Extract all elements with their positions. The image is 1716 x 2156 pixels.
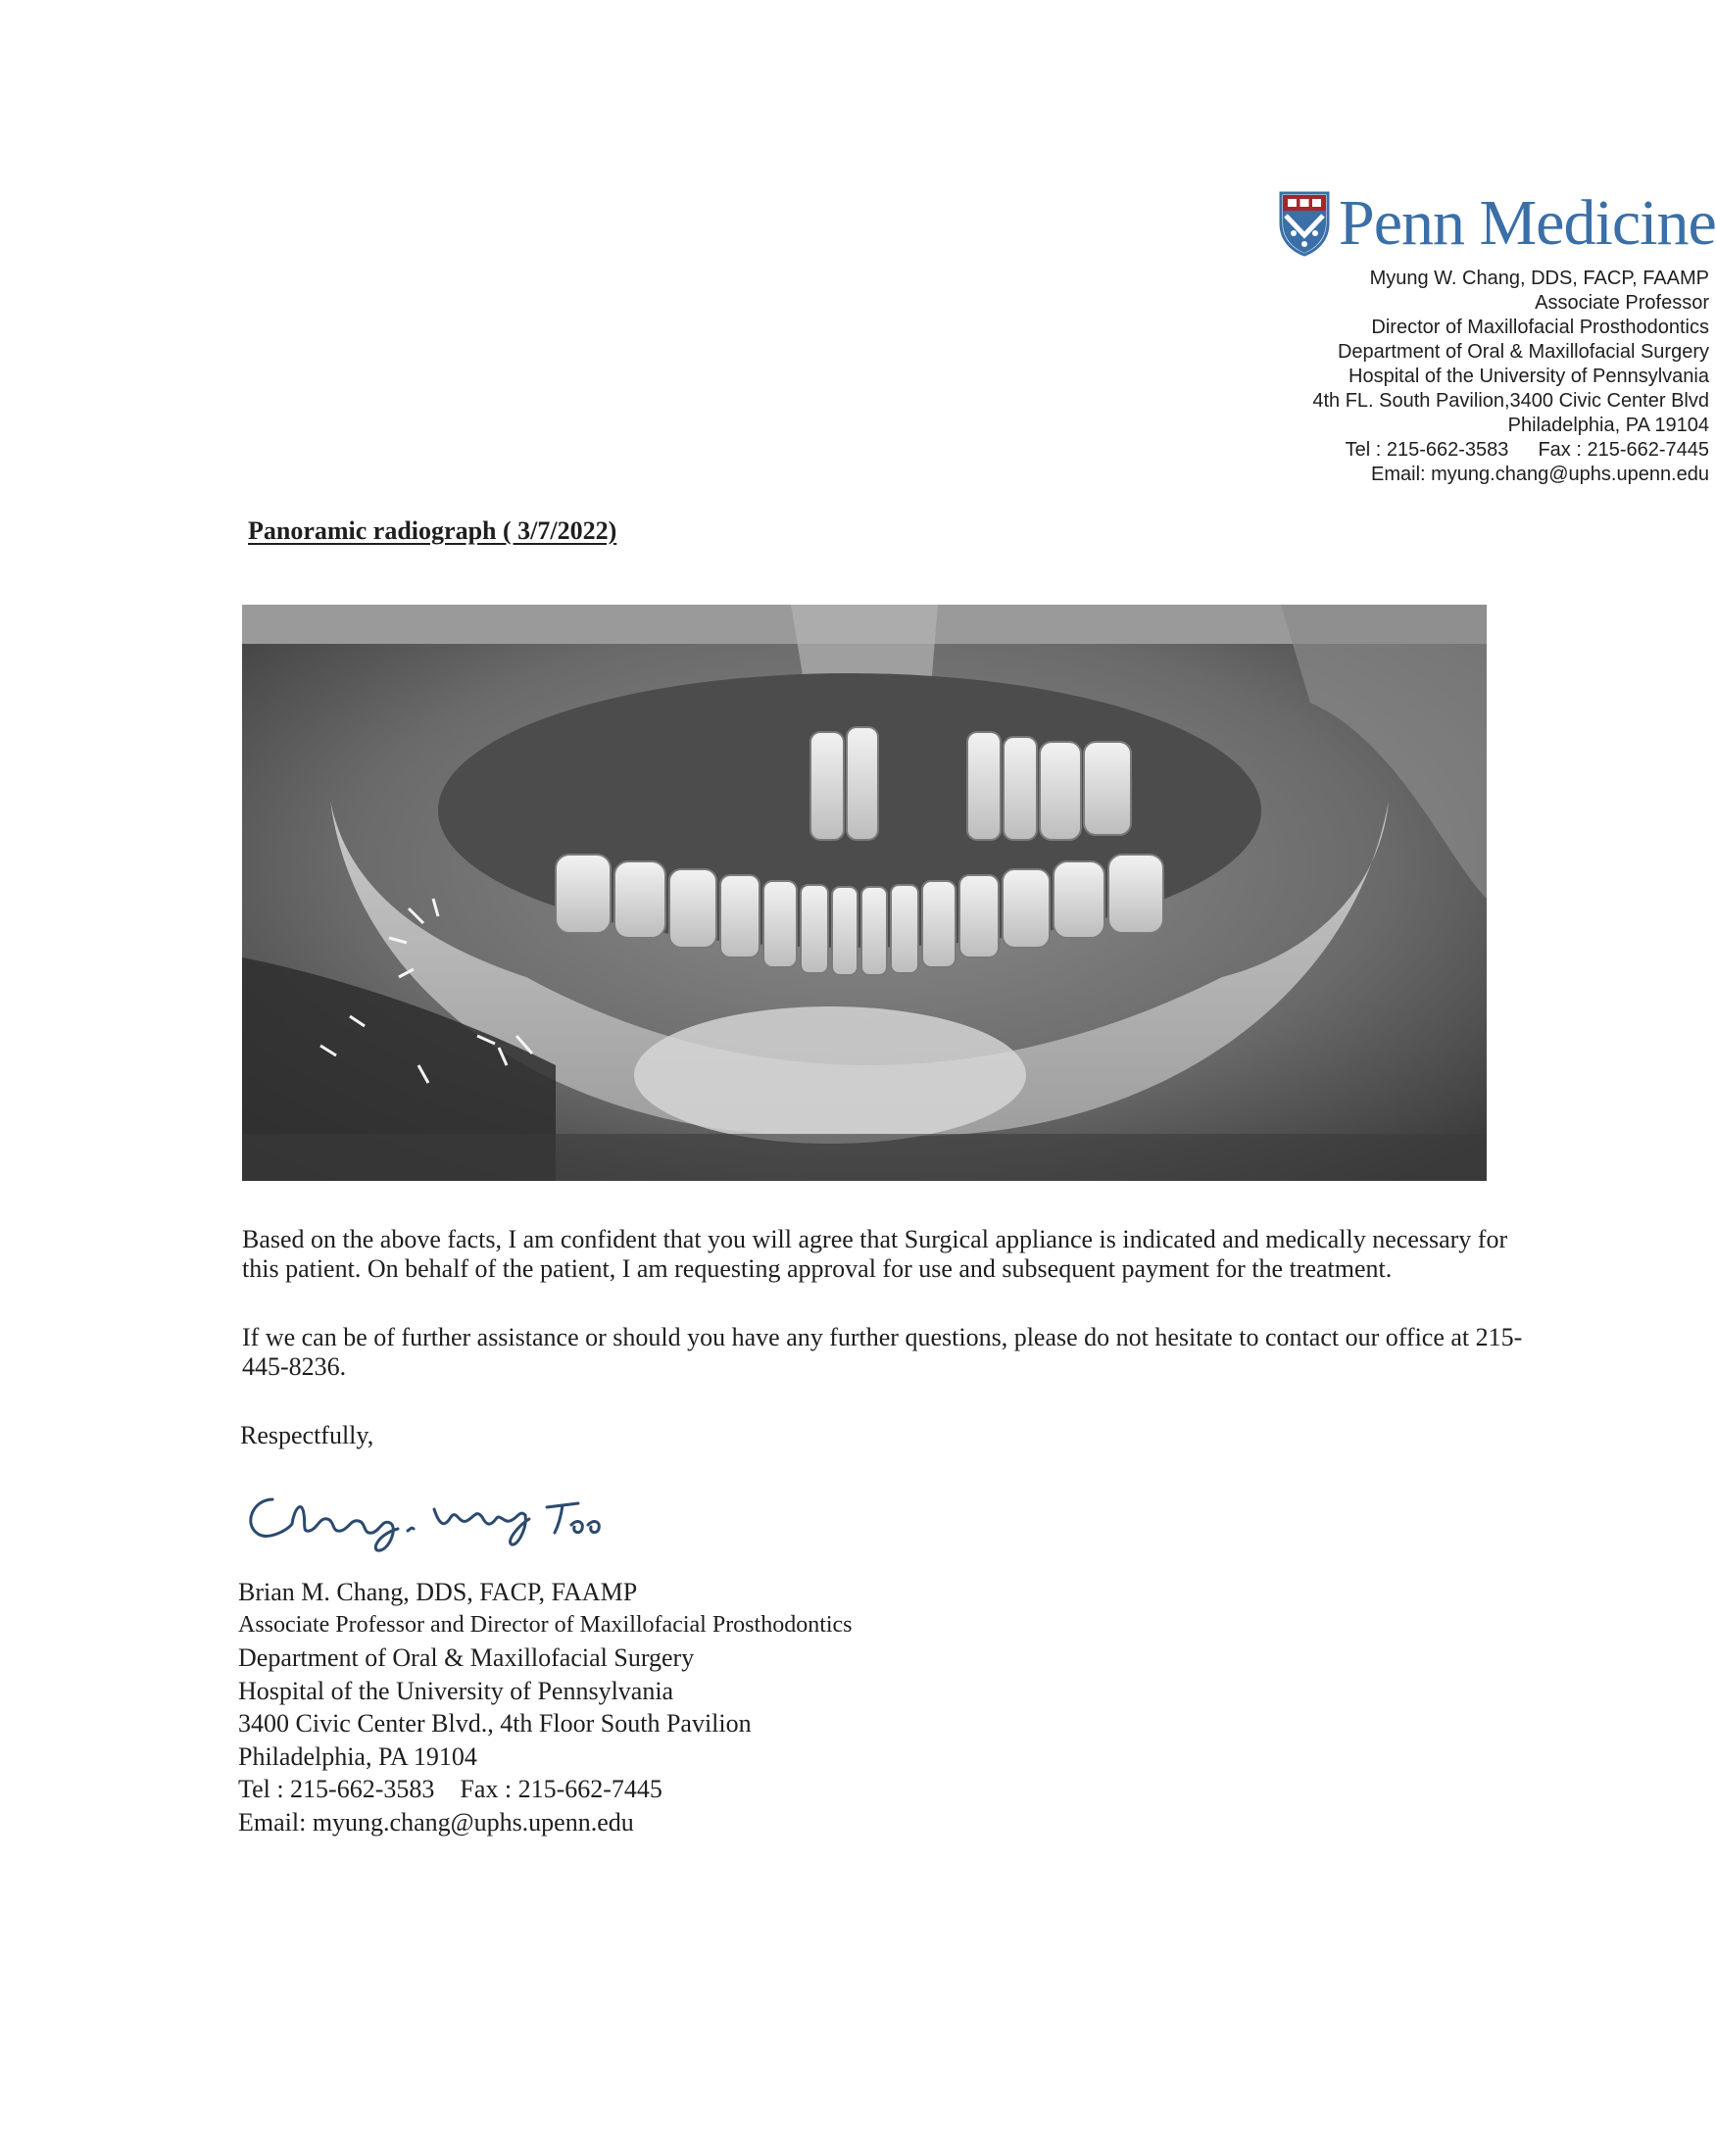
- handwritten-signature: [233, 1470, 645, 1558]
- panoramic-xray-image: [242, 605, 1487, 1181]
- signer-address: 3400 Civic Center Blvd., 4th Floor South Pavilion: [238, 1709, 752, 1738]
- closing: Respectfully,: [240, 1421, 374, 1449]
- letterhead-phone-fax: [1200, 438, 1709, 463]
- signer-department: Department of Oral & Maxillofacial Surgery: [238, 1643, 695, 1672]
- signature-block: [238, 1576, 853, 1838]
- section-heading: Panoramic radiograph ( 3/7/2022): [248, 516, 617, 545]
- signer-phone-fax: [238, 1773, 853, 1806]
- signer-hospital: Hospital of the University of Pennsylvania: [238, 1676, 674, 1705]
- paragraph-line: Based on the above facts, I am confident that you will agree that Surgical appliance is indicated and medically necessary for: [242, 1225, 1508, 1253]
- letterhead-title: Associate Professor: [1535, 292, 1709, 314]
- signer-name: Brian M. Chang, DDS, FACP, FAAMP: [238, 1578, 638, 1606]
- paragraph-line: 445-8236.: [242, 1352, 347, 1381]
- paragraph-line: this patient. On behalf of the patient, I am requesting approval for use and subsequent payment for the treatment.: [242, 1254, 1393, 1283]
- signer-title: Associate Professor and Director of Maxillofacial Prosthodontics: [238, 1611, 853, 1638]
- brand-name: Penn Medicine: [1339, 187, 1716, 259]
- letterhead-fax: Fax : 215-662-7445: [1538, 439, 1709, 461]
- letterhead-director: Director of Maxillofacial Prosthodontics: [1371, 317, 1709, 338]
- letterhead-address: 4th FL. South Pavilion,3400 Civic Center Blvd: [1312, 390, 1709, 412]
- letterhead-hospital: Hospital of the University of Pennsylvania: [1348, 366, 1709, 387]
- signer-email: Email: myung.chang@uphs.upenn.edu: [238, 1807, 634, 1837]
- brand-row: [1278, 184, 1716, 263]
- signer-fax: Fax : 215-662-7445: [460, 1775, 662, 1803]
- paragraph-justification: [242, 1225, 1712, 1284]
- signer-city: Philadelphia, PA 19104: [238, 1741, 477, 1771]
- letterhead-email: Email: myung.chang@uphs.upenn.edu: [1371, 464, 1709, 485]
- paragraph-line: If we can be of further assistance or should you have any further questions, please do not hesitate to contact our office at 215-: [242, 1323, 1523, 1351]
- letterhead-department: Department of Oral & Maxillofacial Surgery: [1337, 341, 1709, 363]
- letterhead-city: Philadelphia, PA 19104: [1507, 415, 1709, 436]
- letterhead-tel: Tel : 215-662-3583: [1345, 439, 1509, 461]
- letterhead-name: Myung W. Chang, DDS, FACP, FAAMP: [1369, 268, 1709, 289]
- paragraph-contact: [242, 1323, 1712, 1382]
- signer-tel: Tel : 215-662-3583: [238, 1775, 435, 1803]
- penn-shield-icon: [1278, 190, 1331, 257]
- letterhead-lines: [1200, 267, 1709, 487]
